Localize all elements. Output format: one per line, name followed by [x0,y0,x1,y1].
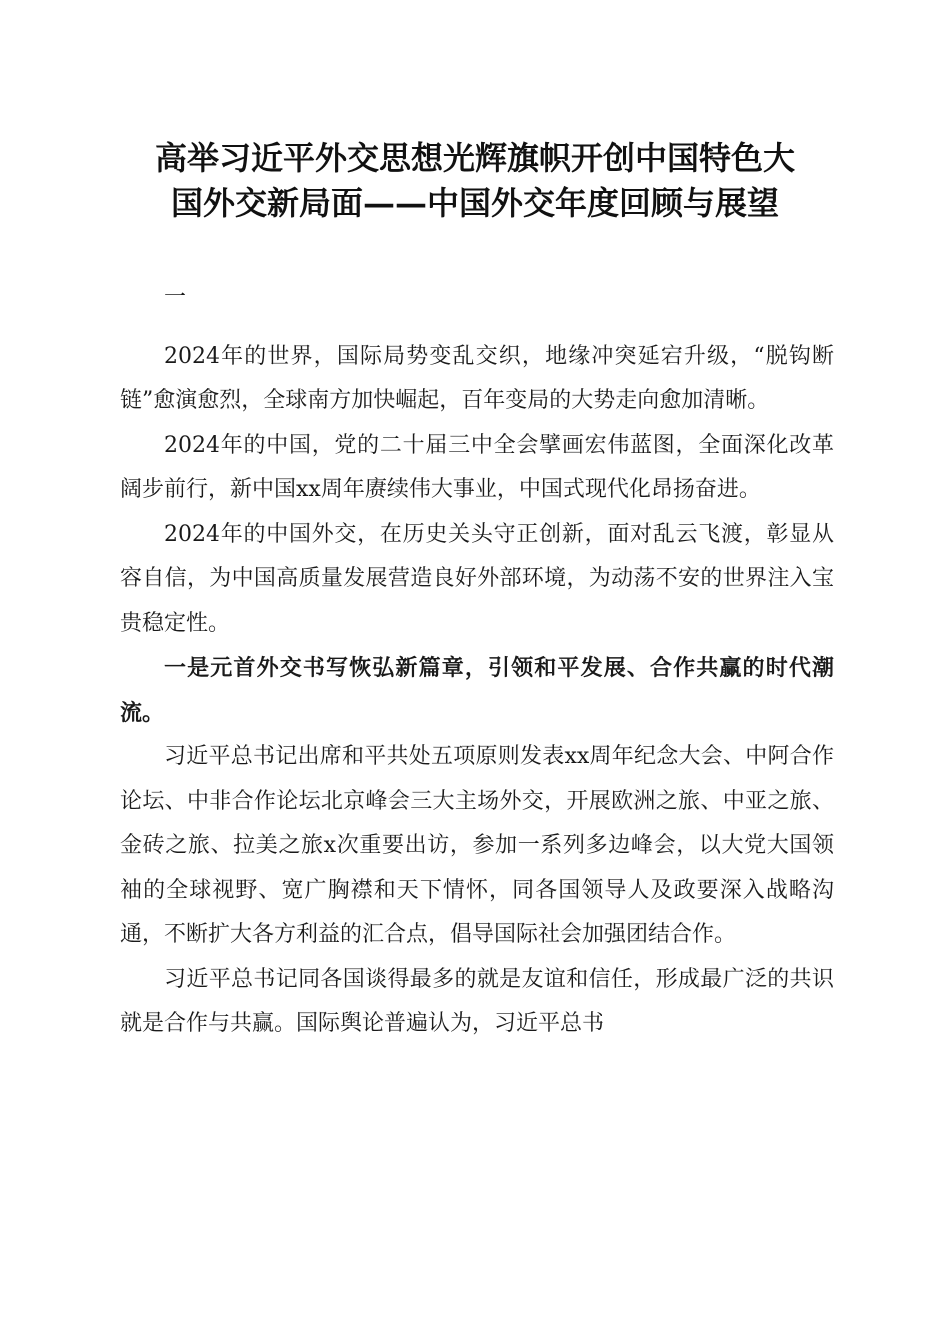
paragraph: 习近平总书记出席和平共处五项原则发表xx周年纪念大会、中阿合作论坛、中非合作论坛北京峰会三大主场外交，开展欧洲之旅、中亚之旅、金砖之旅、拉美之旅x次重要出访，参加一系列多边峰会，以大党大国领袖的全球视野、宽广胸襟和天下情怀，同各国领导人及政要深入战略沟通，不断扩大各方利益的汇合点，倡导国际社会加强团结合作。 [120,744,834,947]
paragraph: 习近平总书记同各国谈得最多的就是友谊和信任，形成最广泛的共识就是合作与共赢。国际舆论普遍认为，习近平总书 [120,966,834,1036]
paragraph: 2024年的中国，党的二十届三中全会擘画宏伟蓝图，全面深化改革阔步前行，新中国xx周年赓续伟大事业，中国式现代化昂扬奋进。 [120,432,834,502]
paragraph: 2024年的中国外交，在历史关头守正创新，面对乱云飞渡，彰显从容自信，为中国高质量发展营造良好外部环境，为动荡不安的世界注入宝贵稳定性。 [120,521,834,636]
document-body [120,276,834,1047]
paragraph-heading: 一是元首外交书写恢弘新篇章，引领和平发展、合作共赢的时代潮流。 [120,655,834,726]
document-title [110,136,840,226]
title-line-2: 国外交新局面——中国外交年度回顾与展望 [170,184,779,222]
paragraph: 2024年的世界，国际局势变乱交织，地缘冲突延宕升级，“脱钩断链”愈演愈烈，全球南方加快崛起，百年变局的大势走向愈加清晰。 [120,343,834,413]
section-number: 一 [164,285,187,310]
title-line-1: 高举习近平外交思想光辉旗帜开创中国特色大 [154,139,795,177]
